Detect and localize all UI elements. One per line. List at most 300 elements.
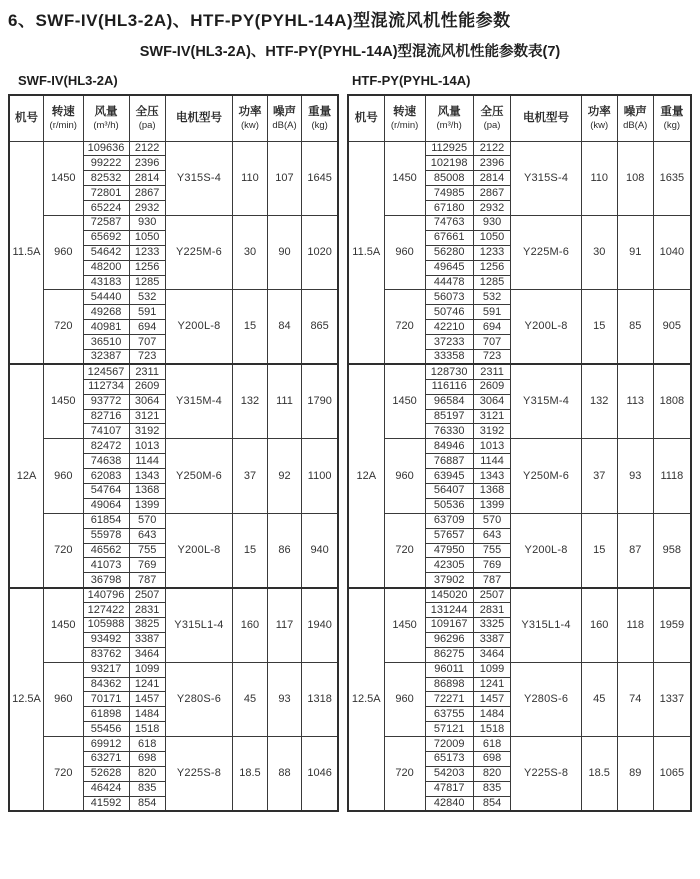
airflow-cell: 74985 (425, 186, 473, 201)
pressure-cell: 820 (473, 766, 511, 781)
pressure-cell: 1368 (473, 483, 511, 498)
pressure-cell: 3121 (473, 409, 511, 424)
pressure-cell: 854 (473, 796, 511, 811)
pressure-cell: 643 (129, 528, 165, 543)
airflow-cell: 65692 (83, 230, 129, 245)
pressure-cell: 1343 (129, 469, 165, 484)
pressure-cell: 618 (129, 737, 165, 752)
airflow-cell: 33358 (425, 349, 473, 364)
noise-cell: 89 (617, 737, 653, 811)
airflow-cell: 61898 (83, 707, 129, 722)
noise-cell: 113 (617, 364, 653, 438)
power-cell: 18.5 (233, 737, 268, 811)
airflow-cell: 131244 (425, 603, 473, 618)
airflow-cell: 93217 (83, 662, 129, 677)
table-row (9, 588, 338, 603)
column-header (129, 95, 165, 141)
weight-cell: 905 (653, 290, 691, 364)
fan-size-cell: 11.5A (9, 141, 44, 364)
column-header-label: 转速 (51, 106, 75, 119)
column-header-label: 功率 (238, 106, 262, 119)
column-header-unit: (r/min) (49, 119, 77, 131)
weight-cell: 1940 (302, 588, 338, 662)
column-header-label: 风量 (437, 106, 461, 119)
pressure-cell: 532 (473, 290, 511, 305)
pressure-cell: 2311 (129, 364, 165, 379)
column-header-unit: (r/min) (390, 119, 419, 131)
noise-cell: 84 (267, 290, 302, 364)
pressure-cell: 1099 (129, 662, 165, 677)
pressure-cell: 2311 (473, 364, 511, 379)
airflow-cell: 56280 (425, 245, 473, 260)
pressure-cell: 2831 (129, 603, 165, 618)
pressure-cell: 1099 (473, 662, 511, 677)
airflow-cell: 84946 (425, 439, 473, 454)
column-header-label: 重量 (308, 106, 332, 119)
pressure-cell: 2122 (473, 141, 511, 156)
airflow-cell: 41073 (83, 558, 129, 573)
airflow-cell: 41592 (83, 796, 129, 811)
motor-model-cell: Y280S-6 (165, 662, 232, 736)
airflow-cell: 65173 (425, 752, 473, 767)
column-header (165, 95, 232, 141)
airflow-cell: 47950 (425, 543, 473, 558)
airflow-cell: 32387 (83, 349, 129, 364)
airflow-cell: 47817 (425, 781, 473, 796)
weight-cell: 1645 (302, 141, 338, 215)
pressure-cell: 723 (129, 349, 165, 364)
noise-cell: 90 (267, 215, 302, 289)
pressure-cell: 1233 (129, 245, 165, 260)
pressure-cell: 930 (473, 215, 511, 230)
power-cell: 18.5 (581, 737, 617, 811)
pressure-cell: 698 (129, 752, 165, 767)
airflow-cell: 56407 (425, 483, 473, 498)
pressure-cell: 1518 (473, 722, 511, 737)
airflow-cell: 99222 (83, 156, 129, 171)
pressure-cell: 3387 (473, 632, 511, 647)
airflow-cell: 83762 (83, 647, 129, 662)
header-row (348, 95, 691, 141)
column-header-label: 全压 (135, 106, 159, 119)
airflow-cell: 124567 (83, 364, 129, 379)
pressure-cell: 1285 (129, 275, 165, 290)
pressure-cell: 707 (473, 335, 511, 350)
pressure-cell: 755 (129, 543, 165, 558)
airflow-cell: 86275 (425, 647, 473, 662)
column-header-label: 电机型号 (175, 112, 222, 125)
motor-model-cell: Y250M-6 (511, 439, 581, 513)
fan-size-cell: 12.5A (348, 588, 384, 811)
column-header-label: 噪声 (623, 106, 647, 119)
pressure-cell: 1050 (129, 230, 165, 245)
pressure-cell: 820 (129, 766, 165, 781)
noise-cell: 92 (267, 439, 302, 513)
weight-cell: 1808 (653, 364, 691, 438)
pressure-cell: 694 (129, 320, 165, 335)
weight-cell: 1635 (653, 141, 691, 215)
pressure-cell: 755 (473, 543, 511, 558)
airflow-cell: 72271 (425, 692, 473, 707)
column-header (653, 95, 691, 141)
fan-size-cell: 12A (9, 364, 44, 587)
column-header-unit: dB(A) (272, 119, 297, 131)
airflow-cell: 57121 (425, 722, 473, 737)
pressure-cell: 698 (473, 752, 511, 767)
column-header-label: 机号 (15, 112, 39, 125)
airflow-cell: 63271 (83, 752, 129, 767)
motor-model-cell: Y250M-6 (165, 439, 232, 513)
power-cell: 132 (581, 364, 617, 438)
pressure-cell: 618 (473, 737, 511, 752)
right-table-label: HTF-PY(PYHL-14A) (352, 73, 471, 88)
column-header-label: 机号 (354, 112, 378, 125)
pressure-cell: 1144 (473, 454, 511, 469)
noise-cell: 107 (267, 141, 302, 215)
speed-cell: 720 (44, 513, 83, 587)
airflow-cell: 74638 (83, 454, 129, 469)
speed-cell: 960 (384, 215, 425, 289)
airflow-cell: 69912 (83, 737, 129, 752)
table-row (348, 141, 691, 156)
motor-model-cell: Y315L1-4 (165, 588, 232, 662)
airflow-cell: 54764 (83, 483, 129, 498)
pressure-cell: 1484 (129, 707, 165, 722)
speed-cell: 1450 (384, 141, 425, 215)
power-cell: 110 (233, 141, 268, 215)
pressure-cell: 1484 (473, 707, 511, 722)
pressure-cell: 3825 (129, 618, 165, 633)
power-cell: 15 (233, 290, 268, 364)
airflow-cell: 54203 (425, 766, 473, 781)
column-header-label: 噪声 (272, 106, 296, 119)
column-header-label: 风量 (94, 106, 118, 119)
power-cell: 37 (233, 439, 268, 513)
pressure-cell: 1343 (473, 469, 511, 484)
speed-cell: 720 (384, 513, 425, 587)
pressure-cell: 930 (129, 215, 165, 230)
pressure-cell: 1241 (129, 677, 165, 692)
speed-cell: 1450 (44, 364, 83, 438)
pressure-cell: 3192 (473, 424, 511, 439)
power-cell: 160 (581, 588, 617, 662)
pressure-cell: 769 (129, 558, 165, 573)
airflow-cell: 82532 (83, 171, 129, 186)
pressure-cell: 591 (129, 305, 165, 320)
noise-cell: 91 (617, 215, 653, 289)
header-row (9, 95, 338, 141)
noise-cell: 74 (617, 662, 653, 736)
pressure-cell: 1457 (129, 692, 165, 707)
noise-cell: 93 (617, 439, 653, 513)
motor-model-cell: Y225S-8 (511, 737, 581, 811)
power-cell: 45 (233, 662, 268, 736)
power-cell: 15 (581, 290, 617, 364)
table-labels-row (8, 73, 692, 88)
column-header (425, 95, 473, 141)
noise-cell: 111 (267, 364, 302, 438)
airflow-cell: 74763 (425, 215, 473, 230)
airflow-cell: 46424 (83, 781, 129, 796)
weight-cell: 865 (302, 290, 338, 364)
table-row (348, 662, 691, 677)
motor-model-cell: Y225M-6 (511, 215, 581, 289)
fan-size-cell: 12A (348, 364, 384, 587)
column-header-unit: (m³/h) (436, 119, 462, 131)
airflow-cell: 96011 (425, 662, 473, 677)
noise-cell: 87 (617, 513, 653, 587)
table-row (9, 439, 338, 454)
pressure-cell: 3192 (129, 424, 165, 439)
column-header-unit: dB(A) (623, 119, 648, 131)
airflow-cell: 36798 (83, 573, 129, 588)
pressure-cell: 769 (473, 558, 511, 573)
weight-cell: 1790 (302, 364, 338, 438)
column-header (384, 95, 425, 141)
airflow-cell: 48200 (83, 260, 129, 275)
column-header (473, 95, 511, 141)
pressure-cell: 2507 (473, 588, 511, 603)
speed-cell: 960 (44, 439, 83, 513)
column-header-unit: (pa) (483, 119, 501, 131)
pressure-cell: 1399 (129, 498, 165, 513)
power-cell: 30 (581, 215, 617, 289)
pressure-cell: 2396 (129, 156, 165, 171)
pressure-cell: 1256 (129, 260, 165, 275)
noise-cell: 117 (267, 588, 302, 662)
pressure-cell: 1241 (473, 677, 511, 692)
airflow-cell: 67661 (425, 230, 473, 245)
pressure-cell: 1399 (473, 498, 511, 513)
pressure-cell: 854 (129, 796, 165, 811)
power-cell: 15 (581, 513, 617, 587)
pressure-cell: 3325 (473, 618, 511, 633)
pressure-cell: 787 (129, 573, 165, 588)
pressure-cell: 3121 (129, 409, 165, 424)
pressure-cell: 2609 (473, 379, 511, 394)
motor-model-cell: Y315S-4 (165, 141, 232, 215)
table-row (348, 737, 691, 752)
table-row (348, 588, 691, 603)
weight-cell: 1040 (653, 215, 691, 289)
table-row (348, 215, 691, 230)
column-header-label: 功率 (587, 106, 611, 119)
pressure-cell: 3387 (129, 632, 165, 647)
column-header (581, 95, 617, 141)
table-row (9, 662, 338, 677)
airflow-cell: 65224 (83, 201, 129, 216)
airflow-cell: 85008 (425, 171, 473, 186)
noise-cell: 108 (617, 141, 653, 215)
pressure-cell: 2831 (473, 603, 511, 618)
column-header-label: 全压 (480, 106, 504, 119)
airflow-cell: 49645 (425, 260, 473, 275)
column-header (348, 95, 384, 141)
pressure-cell: 1013 (473, 439, 511, 454)
airflow-cell: 50536 (425, 498, 473, 513)
weight-cell: 1318 (302, 662, 338, 736)
speed-cell: 960 (44, 662, 83, 736)
airflow-cell: 62083 (83, 469, 129, 484)
airflow-cell: 96296 (425, 632, 473, 647)
airflow-cell: 86898 (425, 677, 473, 692)
pressure-cell: 1457 (473, 692, 511, 707)
airflow-cell: 37233 (425, 335, 473, 350)
page-subtitle: SWF-IV(HL3-2A)、HTF-PY(PYHL-14A)型混流风机性能参数表(7) (139, 44, 561, 60)
weight-cell: 1065 (653, 737, 691, 811)
airflow-cell: 67180 (425, 201, 473, 216)
table-row (9, 141, 338, 156)
pressure-cell: 2932 (129, 201, 165, 216)
column-header (233, 95, 268, 141)
airflow-cell: 128730 (425, 364, 473, 379)
airflow-cell: 56073 (425, 290, 473, 305)
pressure-cell: 694 (473, 320, 511, 335)
weight-cell: 958 (653, 513, 691, 587)
column-header (302, 95, 338, 141)
pressure-cell: 2507 (129, 588, 165, 603)
column-header-unit: (pa) (138, 119, 156, 131)
airflow-cell: 43183 (83, 275, 129, 290)
motor-model-cell: Y200L-8 (165, 290, 232, 364)
airflow-cell: 55978 (83, 528, 129, 543)
column-header-unit: (kw) (590, 119, 609, 131)
airflow-cell: 63945 (425, 469, 473, 484)
airflow-cell: 72587 (83, 215, 129, 230)
swf-performance-table (8, 94, 339, 812)
speed-cell: 720 (384, 737, 425, 811)
speed-cell: 1450 (384, 588, 425, 662)
pressure-cell: 570 (129, 513, 165, 528)
motor-model-cell: Y200L-8 (165, 513, 232, 587)
speed-cell: 960 (384, 662, 425, 736)
pressure-cell: 1285 (473, 275, 511, 290)
power-cell: 15 (233, 513, 268, 587)
airflow-cell: 93772 (83, 394, 129, 409)
pressure-cell: 643 (473, 528, 511, 543)
motor-model-cell: Y225M-6 (165, 215, 232, 289)
column-header (617, 95, 653, 141)
power-cell: 30 (233, 215, 268, 289)
pressure-cell: 570 (473, 513, 511, 528)
airflow-cell: 42210 (425, 320, 473, 335)
airflow-cell: 63709 (425, 513, 473, 528)
airflow-cell: 74107 (83, 424, 129, 439)
column-header-unit: (kg) (663, 119, 681, 131)
noise-cell: 85 (617, 290, 653, 364)
page-title: 6、SWF-IV(HL3-2A)、HTF-PY(PYHL-14A)型混流风机性能参数 (8, 11, 511, 30)
speed-cell: 1450 (44, 141, 83, 215)
airflow-cell: 112925 (425, 141, 473, 156)
speed-cell: 1450 (384, 364, 425, 438)
tables-row (8, 94, 692, 812)
airflow-cell: 82716 (83, 409, 129, 424)
motor-model-cell: Y315S-4 (511, 141, 581, 215)
motor-model-cell: Y225S-8 (165, 737, 232, 811)
left-table-label: SWF-IV(HL3-2A) (18, 73, 118, 88)
pressure-cell: 1256 (473, 260, 511, 275)
speed-cell: 960 (384, 439, 425, 513)
airflow-cell: 40981 (83, 320, 129, 335)
airflow-cell: 102198 (425, 156, 473, 171)
column-header-label: 重量 (660, 106, 684, 119)
pressure-cell: 3064 (473, 394, 511, 409)
column-header-label: 电机型号 (523, 112, 570, 125)
power-cell: 37 (581, 439, 617, 513)
weight-cell: 1046 (302, 737, 338, 811)
table-row (348, 513, 691, 528)
airflow-cell: 116116 (425, 379, 473, 394)
table-row (348, 364, 691, 379)
column-header-unit: (kg) (311, 119, 328, 131)
power-cell: 110 (581, 141, 617, 215)
power-cell: 160 (233, 588, 268, 662)
airflow-cell: 82472 (83, 439, 129, 454)
motor-model-cell: Y315M-4 (165, 364, 232, 438)
weight-cell: 1100 (302, 439, 338, 513)
pressure-cell: 723 (473, 349, 511, 364)
column-header (9, 95, 44, 141)
airflow-cell: 96584 (425, 394, 473, 409)
pressure-cell: 591 (473, 305, 511, 320)
noise-cell: 86 (267, 513, 302, 587)
table-row (9, 737, 338, 752)
pressure-cell: 2932 (473, 201, 511, 216)
pressure-cell: 2396 (473, 156, 511, 171)
speed-cell: 720 (384, 290, 425, 364)
pressure-cell: 3464 (473, 647, 511, 662)
pressure-cell: 532 (129, 290, 165, 305)
airflow-cell: 145020 (425, 588, 473, 603)
airflow-cell: 42305 (425, 558, 473, 573)
weight-cell: 1959 (653, 588, 691, 662)
column-header-unit: (m³/h) (93, 119, 119, 131)
speed-cell: 1450 (44, 588, 83, 662)
noise-cell: 118 (617, 588, 653, 662)
pressure-cell: 707 (129, 335, 165, 350)
pressure-cell: 2867 (129, 186, 165, 201)
pressure-cell: 835 (473, 781, 511, 796)
airflow-cell: 42840 (425, 796, 473, 811)
pressure-cell: 835 (129, 781, 165, 796)
airflow-cell: 55456 (83, 722, 129, 737)
airflow-cell: 49064 (83, 498, 129, 513)
fan-size-cell: 11.5A (348, 141, 384, 364)
airflow-cell: 76887 (425, 454, 473, 469)
pressure-cell: 787 (473, 573, 511, 588)
motor-model-cell: Y200L-8 (511, 290, 581, 364)
weight-cell: 1337 (653, 662, 691, 736)
pressure-cell: 1144 (129, 454, 165, 469)
column-header (83, 95, 129, 141)
airflow-cell: 112734 (83, 379, 129, 394)
airflow-cell: 72009 (425, 737, 473, 752)
pressure-cell: 1050 (473, 230, 511, 245)
power-cell: 45 (581, 662, 617, 736)
airflow-cell: 50746 (425, 305, 473, 320)
motor-model-cell: Y315L1-4 (511, 588, 581, 662)
airflow-cell: 127422 (83, 603, 129, 618)
weight-cell: 1020 (302, 215, 338, 289)
pressure-cell: 2867 (473, 186, 511, 201)
airflow-cell: 63755 (425, 707, 473, 722)
airflow-cell: 109636 (83, 141, 129, 156)
airflow-cell: 49268 (83, 305, 129, 320)
airflow-cell: 93492 (83, 632, 129, 647)
column-header-unit: (kw) (240, 119, 259, 131)
motor-model-cell: Y315M-4 (511, 364, 581, 438)
pressure-cell: 2122 (129, 141, 165, 156)
